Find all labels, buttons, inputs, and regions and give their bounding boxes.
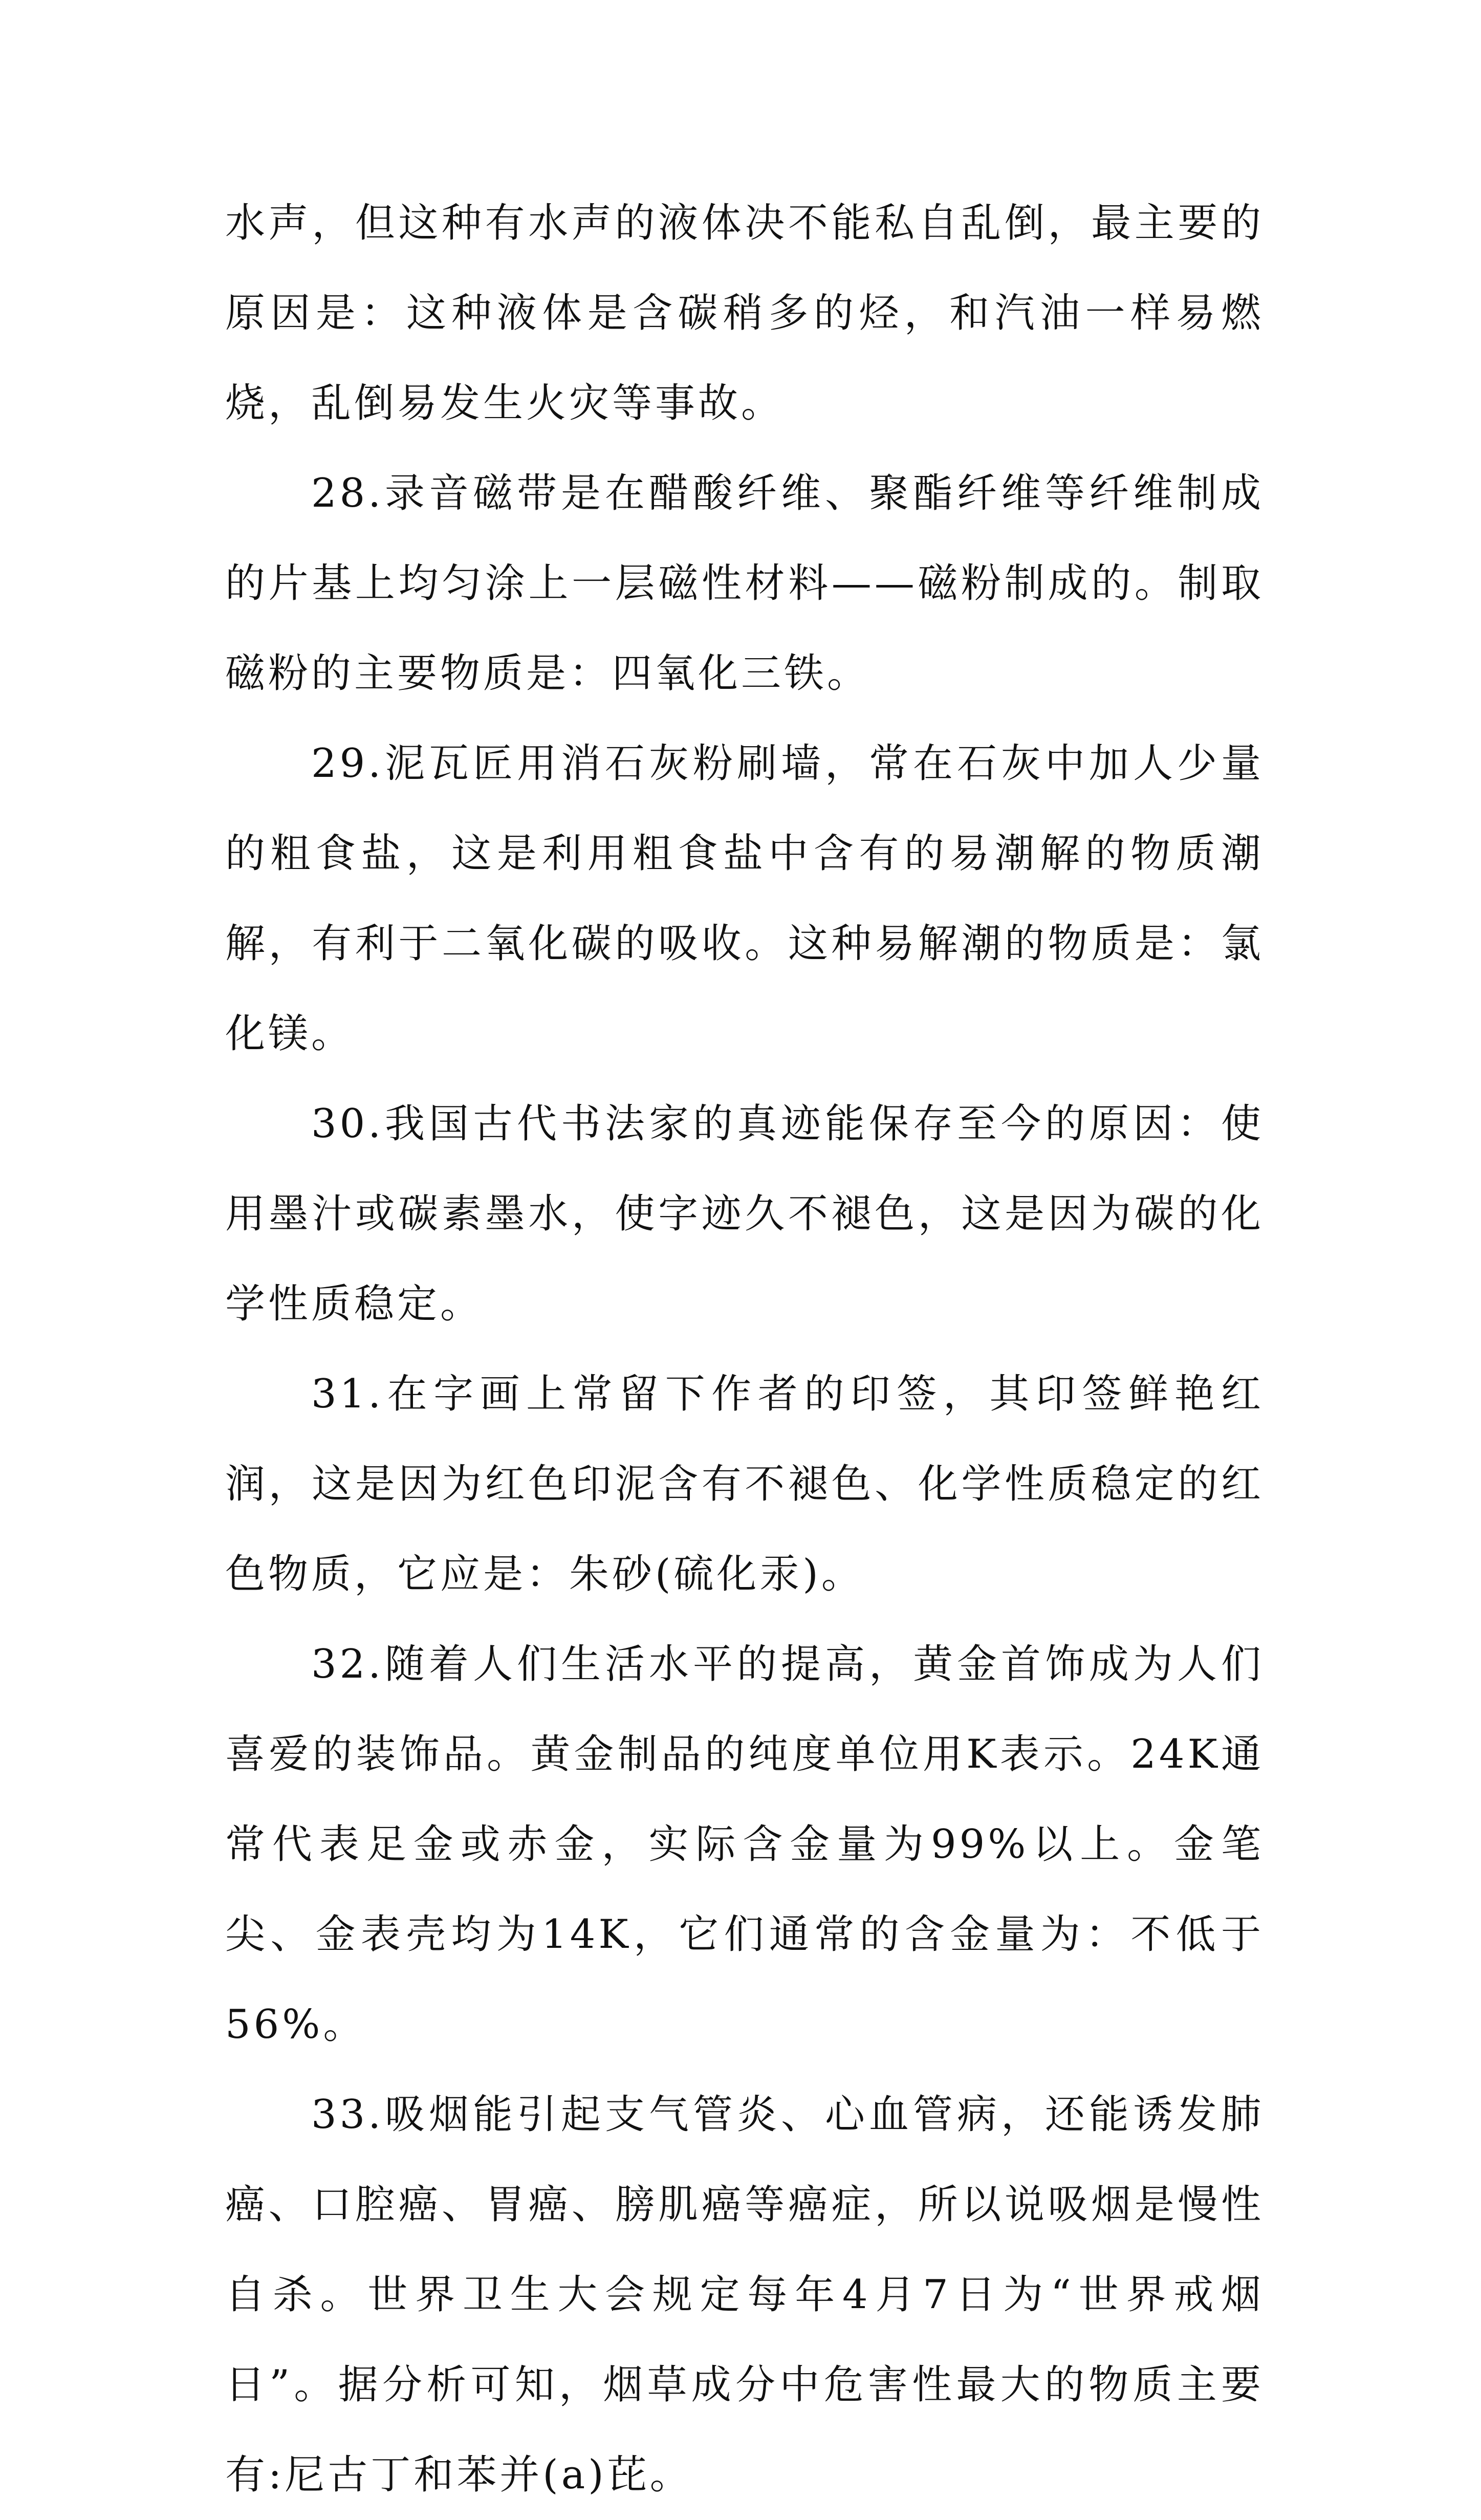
paragraph-item-30: 30.我国古代书法家的真迹能保存至今的原因：使用墨汁或碳素墨水，使字迹久不褪色，这是因为碳的化学性质稳定。 <box>225 1101 1264 1327</box>
document-page <box>225 178 1264 2520</box>
paragraph-item-29: 29.泥瓦匠用消石灰粉刷墙，常在石灰中加人少量的粗食盐，这是利用粗食盐中含有的易潮解的物质潮解，有利于二氧化碳的吸收。这种易解潮的物质是：氯化镁。 <box>225 741 1264 1057</box>
paragraph-item-28: 28.录音磁带是在醋酸纤维、聚酯纤维等纤维制成的片基上均匀涂上一层磁性材料——磁粉制成的。制取磁粉的主要物质是：四氧化三铁。 <box>225 470 1264 697</box>
paragraph-item-33: 33.吸烟能引起支气管炎、心血管病，还能诱发肺癌、口腔癌、胃癌、膀肌癌等癌症，所以说吸烟是慢性自杀。世界卫生大会规定每年4月7日为“世界戒烟日”。据分析可知，烟草成分中危害性最大的物质主要有:尼古丁和苯并(a)芘。 <box>225 2092 1264 2498</box>
paragraph-item-31: 31.在字画上常留下作者的印签，其印签鲜艳红润，这是因为红色印泥含有不褪色、化学性质稳定的红色物质，它应是：朱砂(硫化汞)。 <box>225 1371 1264 1597</box>
paragraph-item-32: 32.随着人们生活水平的提高，黄金首饰成为人们喜爱的装饰品。黄金制品的纯度单位用K表示。24K通常代表足金或赤金，实际含金量为99%以上。金笔尖、金表壳均为14K，它们通常的含金量为：不低于56%。 <box>225 1641 1264 2048</box>
paragraph-continuation: 水声，但这种有水声的液体决不能私自乱倒，最主要的原因是：这种液体是含碳稍多的烃，和汽油一样易燃烧，乱倒易发生火灾等事故。 <box>225 200 1264 426</box>
